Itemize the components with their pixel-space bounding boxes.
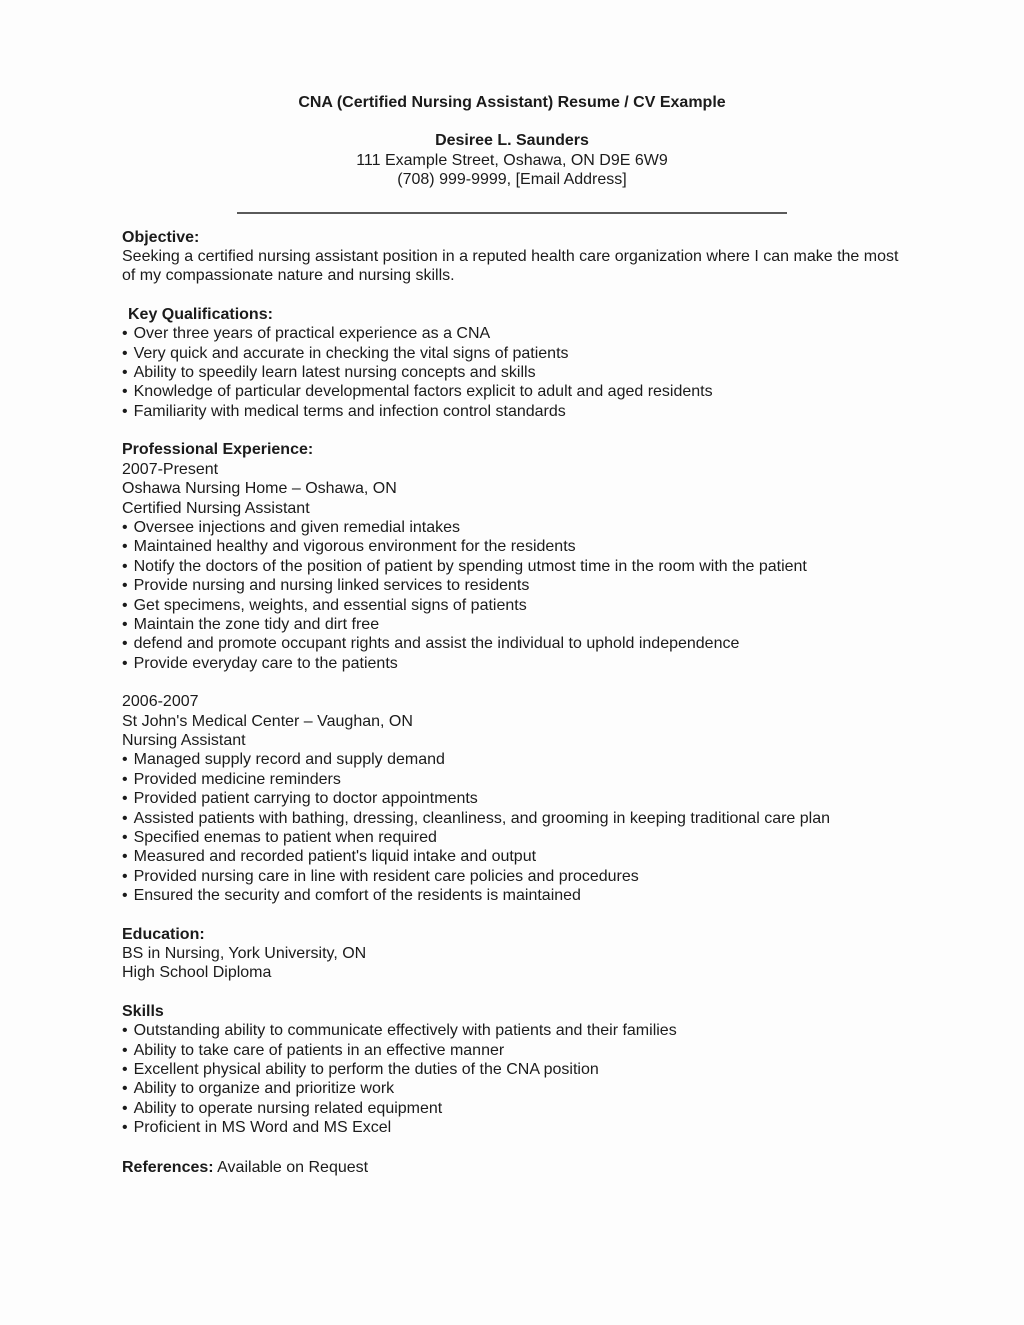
list-item — [122, 344, 974, 363]
list-item-text: Assisted patients with bathing, dressing, cleanliness, and grooming in keeping traditional care plan — [133, 809, 831, 827]
list-item-text: Notify the doctors of the position of patient by spending utmost time in the room with the patient — [133, 557, 807, 575]
objective-heading: Objective: — [122, 228, 200, 246]
list-item-text: Excellent physical ability to perform the duties of the CNA position — [133, 1061, 599, 1079]
job-title: Nursing Assistant — [122, 731, 246, 749]
list-item — [122, 402, 974, 421]
list-item — [122, 518, 974, 537]
section-skills — [122, 1002, 974, 1138]
document-title: CNA (Certified Nursing Assistant) Resume / CV Example — [298, 94, 726, 111]
list-item — [122, 1118, 974, 1137]
list-item-text: Knowledge of particular developmental factors explicit to adult and aged residents — [133, 383, 713, 401]
list-item — [122, 654, 974, 673]
list-item — [122, 750, 974, 769]
bullet-marker: • — [122, 364, 128, 382]
job-title: Certified Nursing Assistant — [122, 499, 310, 517]
list-item-text: Very quick and accurate in checking the vital signs of patients — [133, 344, 569, 362]
bullet-marker: • — [122, 538, 128, 556]
bullet-marker: • — [122, 1061, 128, 1079]
list-item — [122, 886, 974, 905]
bullet-marker: • — [122, 887, 128, 905]
skills-heading: Skills — [122, 1002, 164, 1020]
job-dates: 2007-Present — [122, 460, 219, 478]
list-item-text: Familiarity with medical terms and infection control standards — [133, 402, 566, 420]
header-divider — [237, 212, 787, 214]
bullet-marker: • — [122, 383, 128, 401]
list-item — [122, 770, 974, 789]
bullet-marker: • — [122, 770, 128, 788]
job-employer: Oshawa Nursing Home – Oshawa, ON — [122, 480, 397, 498]
section-education — [122, 925, 974, 983]
list-item-text: Provided patient carrying to doctor appointments — [133, 790, 478, 808]
list-item — [122, 1060, 974, 1079]
list-item-text: Ensured the security and comfort of the residents is maintained — [133, 887, 581, 905]
list-item — [122, 634, 974, 653]
resume-body — [0, 228, 1024, 1177]
references-heading: References: — [122, 1158, 214, 1176]
list-item-text: Provide everyday care to the patients — [133, 654, 398, 672]
education-item: BS in Nursing, York University, ON — [122, 945, 367, 963]
bullet-marker: • — [122, 790, 128, 808]
objective-text: Seeking a certified nursing assistant position in a reputed health care organization where I can make the most of my compassionate nature and nursing skills. — [122, 248, 899, 285]
list-item-text: Measured and recorded patient's liquid intake and output — [133, 848, 537, 866]
bullet-marker: • — [122, 635, 128, 653]
list-item — [122, 537, 974, 556]
job-entry — [122, 460, 974, 673]
list-item-text: defend and promote occupant rights and assist the individual to uphold independence — [133, 635, 740, 653]
list-item-text: Proficient in MS Word and MS Excel — [133, 1119, 392, 1137]
list-item-text: Ability to take care of patients in an effective manner — [133, 1041, 505, 1059]
list-item-text: Over three years of practical experience as a CNA — [133, 325, 491, 343]
bullet-marker: • — [122, 848, 128, 866]
list-item — [122, 1099, 974, 1118]
bullet-marker: • — [122, 518, 128, 536]
bullet-marker: • — [122, 829, 128, 846]
list-item-text: Managed supply record and supply demand — [133, 751, 445, 769]
resume-header — [0, 0, 1024, 214]
list-item — [122, 324, 974, 343]
experience-heading: Professional Experience: — [122, 441, 314, 459]
list-item-text: Oversee injections and given remedial intakes — [133, 518, 461, 536]
bullet-marker: • — [122, 557, 128, 575]
list-item — [122, 576, 974, 595]
list-item — [122, 1021, 974, 1040]
list-item — [122, 809, 974, 828]
candidate-contact: (708) 999-9999, [Email Address] — [397, 171, 627, 189]
list-item — [122, 382, 974, 401]
candidate-name: Desiree L. Saunders — [435, 132, 589, 150]
list-item — [122, 1079, 974, 1098]
bullet-marker: • — [122, 615, 128, 633]
list-item-text: Ability to organize and prioritize work — [133, 1080, 395, 1098]
list-item-text: Maintain the zone tidy and dirt free — [133, 615, 380, 633]
bullet-marker: • — [122, 402, 128, 420]
list-item — [122, 828, 974, 847]
job-employer: St John's Medical Center – Vaughan, ON — [122, 712, 413, 730]
bullet-marker: • — [122, 596, 128, 614]
list-item — [122, 615, 974, 634]
list-item — [122, 596, 974, 615]
education-heading: Education: — [122, 925, 205, 943]
list-item-text: Provided medicine reminders — [133, 770, 341, 788]
key-qualifications-heading: Key Qualifications: — [128, 305, 273, 323]
list-item-text: Provide nursing and nursing linked services to residents — [133, 577, 530, 595]
bullet-marker: • — [122, 1099, 128, 1117]
section-professional-experience — [122, 440, 974, 905]
section-key-qualifications — [122, 305, 974, 421]
bullet-marker: • — [122, 325, 128, 343]
list-item-text: Provided nursing care in line with resident care policies and procedures — [133, 867, 639, 885]
bullet-marker: • — [122, 809, 128, 827]
list-item — [122, 363, 974, 382]
bullet-marker: • — [122, 577, 128, 595]
references-text: Available on Request — [217, 1158, 369, 1176]
bullet-marker: • — [122, 1119, 128, 1137]
list-item-text: Ability to speedily learn latest nursing concepts and skills — [133, 364, 536, 382]
bullet-marker: • — [122, 654, 128, 672]
list-item-text: Ability to operate nursing related equipment — [133, 1099, 443, 1117]
list-item — [122, 789, 974, 808]
bullet-marker: • — [122, 1080, 128, 1098]
list-item — [122, 847, 974, 866]
candidate-address: 111 Example Street, Oshawa, ON D9E 6W9 — [356, 151, 668, 169]
bullet-marker: • — [122, 867, 128, 885]
list-item-text: Get specimens, weights, and essential signs of patients — [133, 596, 527, 614]
list-item-text: Outstanding ability to communicate effectively with patients and their families — [133, 1022, 677, 1040]
bullet-marker: • — [122, 344, 128, 362]
job-entry — [122, 692, 974, 905]
list-item — [122, 557, 974, 576]
list-item-text: Specified enemas to patient when required — [133, 829, 437, 846]
bullet-marker: • — [122, 751, 128, 769]
list-item — [122, 1041, 974, 1060]
bullet-marker: • — [122, 1041, 128, 1059]
section-references — [122, 1158, 974, 1177]
references-line — [122, 1158, 974, 1177]
list-item-text: Maintained healthy and vigorous environment for the residents — [133, 538, 576, 556]
job-dates: 2006-2007 — [122, 693, 199, 711]
section-objective — [122, 228, 974, 286]
education-item: High School Diploma — [122, 964, 272, 982]
bullet-marker: • — [122, 1022, 128, 1040]
list-item — [122, 867, 974, 886]
